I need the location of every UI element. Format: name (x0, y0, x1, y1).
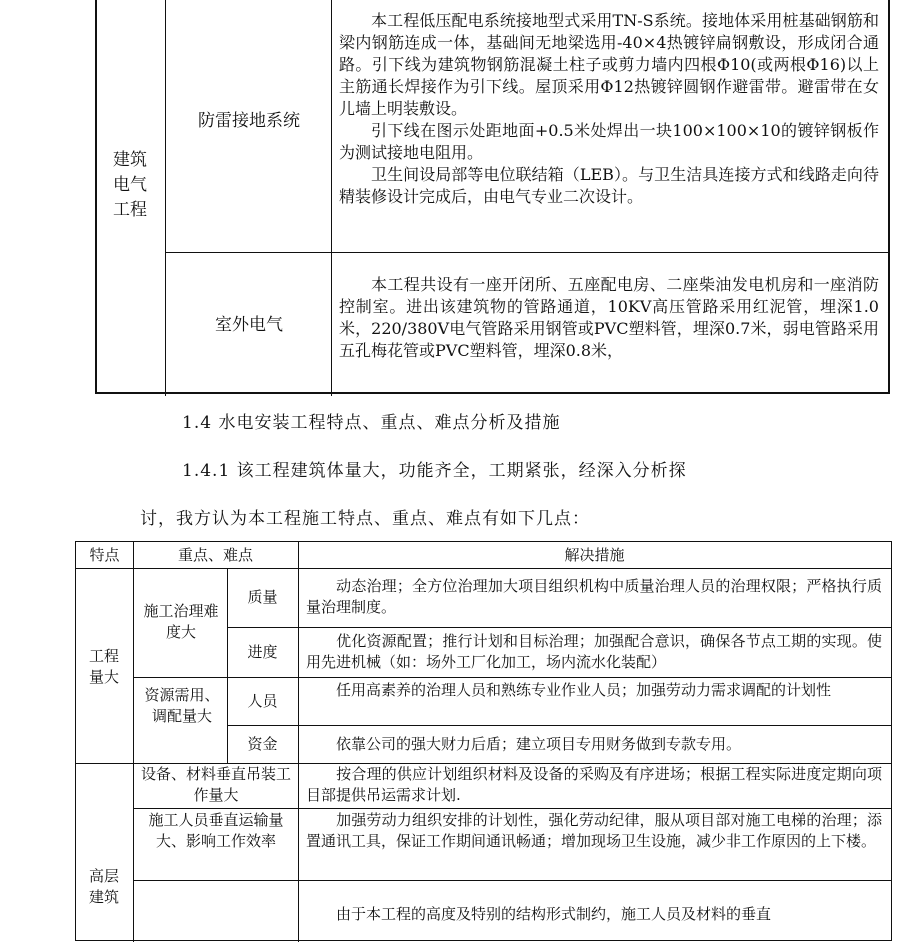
header-feature: 特点 (89, 546, 120, 564)
section-heading: 1.4 水电安装工程特点、重点、难点分析及措施 (182, 413, 561, 433)
body-text: 讨，我方认为本工程施工特点、重点、难点有如下几点： (140, 509, 590, 529)
top-table (95, 0, 890, 394)
paragraph: 引下线在图示处距地面+0.5米处焊出一块100×100×10的镀锌钢板作为测试接地电阻用。 (339, 121, 879, 162)
paragraph: 本工程低压配电系统接地型式采用TN-S系统。接地体采用桩基础钢筋和梁内钢筋连成一体，基础间无地梁选用-40×4热镀锌扁钢敷设，形成闭合通路。引下线为建筑物钢筋混凝土柱子或剪力墙内四根Φ10(或两根Φ16)以上主筋通长焊接作为引下线。屋顶采用Φ12热镀锌圆钢作避雷带。避雷带在女儿墙上明装敷设。 (339, 11, 879, 118)
subcategory-cell: 资源需用、调配量大 (144, 686, 220, 725)
divider (165, 252, 890, 253)
item-label-outdoor: 室外电气 (215, 315, 283, 335)
key-cell: 施工人员垂直运输量大、影响工作效率 (148, 811, 284, 850)
header-key-points: 重点、难点 (177, 546, 253, 564)
measure-text: 加强劳动力组织安排的计划性，强化劳动纪律，服从项目部对施工电梯的治理；添置通讯工具，保证工作期间通讯畅通；增加现场卫生设施，减少非工作原因的上下楼。 (306, 811, 882, 850)
key-cell: 质量 (247, 588, 278, 606)
divider (227, 725, 891, 726)
category-label: 建筑电气工程 (113, 150, 147, 220)
key-cell: 进度 (247, 643, 278, 661)
measure-text: 优化资源配置；推行计划和目标治理；加强配合意识，确保各节点工期的实现。使用先进机械（如：场外工厂化加工，场内流水化装配） (306, 632, 882, 671)
outdoor-description (339, 274, 879, 362)
divider (76, 568, 891, 569)
measure-text: 由于本工程的高度及特别的结构形式制约，施工人员及材料的垂直 (336, 905, 772, 923)
key-cell: 人员 (247, 692, 278, 710)
divider (133, 808, 891, 809)
measure-text: 依靠公司的强大财力后盾；建立项目专用财务做到专款专用。 (336, 735, 742, 753)
feature-cell: 工程量大 (88, 647, 119, 686)
measure-text: 动态治理；全方位治理加大项目组织机构中质量治理人员的治理权限；严格执行质量治理制度。 (306, 577, 882, 616)
paragraph: 卫生间设局部等电位联结箱（LEB）。与卫生洁具连接方式和线路走向待精装修设计完成后，由电气专业二次设计。 (339, 165, 879, 206)
category-cell (105, 148, 155, 223)
divider (298, 542, 299, 942)
divider (133, 542, 134, 942)
divider (331, 0, 332, 396)
lightning-description (339, 10, 879, 208)
item-label-lightning: 防雷接地系统 (198, 111, 300, 131)
measures-table (75, 541, 892, 941)
measure-text: 按合理的供应计划组织材料及设备的采购及有序进场；根据工程实际进度定期向项目部提供吊运需求计划. (306, 765, 882, 804)
divider (227, 627, 891, 628)
divider (133, 677, 891, 678)
subsection-heading: 1.4.1 该工程建筑体量大，功能齐全，工期紧张，经深入分析探 (182, 461, 687, 481)
key-cell: 资金 (247, 735, 278, 753)
subcategory-cell: 施工治理难度大 (143, 602, 219, 641)
feature-cell: 高层建筑 (88, 867, 119, 906)
divider (165, 0, 166, 396)
paragraph: 本工程共设有一座开闭所、五座配电房、二座柴油发电机房和一座消防控制室。进出该建筑物的管路通道，10KV高压管路采用红泥管，埋深1.0米，220/380V电气管路采用钢管或PVC塑料管，埋深0.7米，弱电管路采用五孔梅花管或PVC塑料管，埋深0.8米， (339, 275, 879, 360)
key-cell: 设备、材料垂直吊装工作量大 (140, 765, 291, 804)
measure-text: 任用高素养的治理人员和熟练专业作业人员；加强劳动力需求调配的计划性 (336, 681, 832, 699)
divider (133, 880, 891, 881)
header-measures: 解决措施 (564, 546, 625, 564)
